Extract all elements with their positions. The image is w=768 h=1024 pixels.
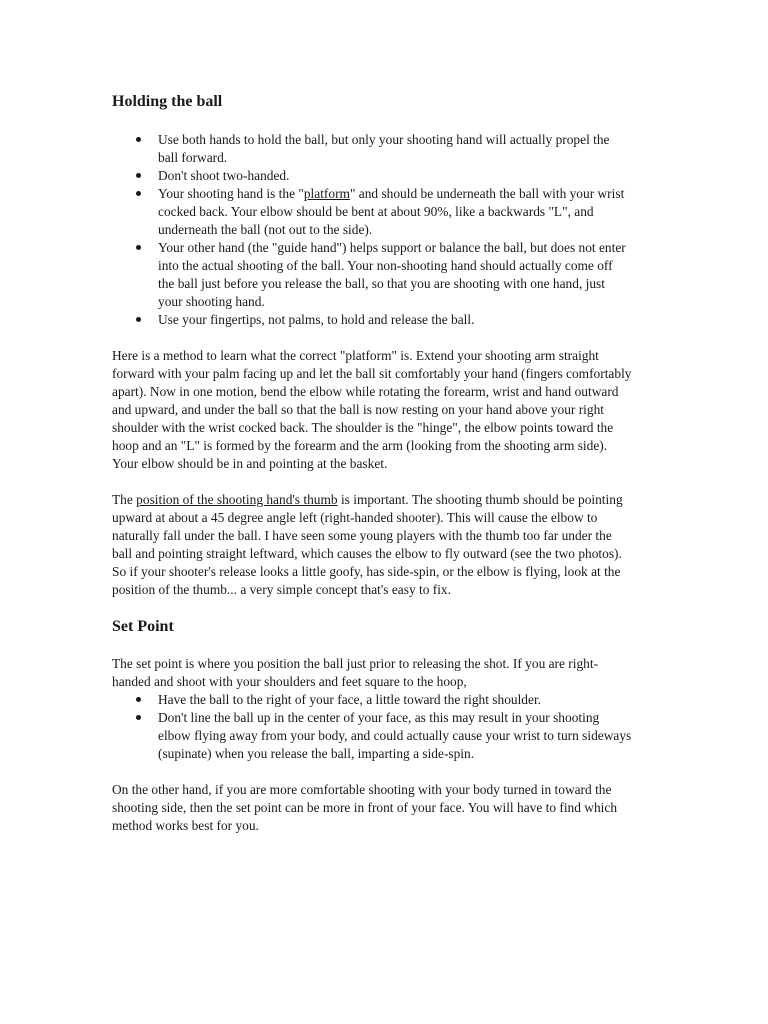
bullet-item (112, 185, 632, 239)
bullet-item: Use your fingertips, not palms, to hold and release the ball. (112, 311, 632, 329)
bullet-text: " and should be underneath the ball with your wrist cocked back. Your elbow should be bent at about 90%, like a backwards "L", and underneath the ball (not out to the side). (158, 186, 625, 237)
set-point-intro-paragraph: The set point is where you position the ball just prior to releasing the shot. If you are right-handed and shoot with your shoulders and feet square to the hoop, (112, 656, 599, 689)
document-page (112, 90, 632, 835)
bullet-item: Don't shoot two-handed. (112, 167, 632, 185)
bullet-item: Don't line the ball up in the center of your face, as this may result in your shooting elbow flying away from your body, and could actually cause your wrist to turn sideways (supinate) when you release the ball, imparting a side-spin. (112, 709, 632, 763)
set-point-closing-paragraph: On the other hand, if you are more comfortable shooting with your body turned in toward the shooting side, then the set point can be more in front of your face. You will have to find which method works best for you. (112, 782, 618, 833)
thumb-position-paragraph (112, 491, 632, 599)
paragraph-text: is important. The shooting thumb should be pointing upward at about a 45 degree angle left (right-handed shooter). This will cause the elbow to naturally fall under the ball. I have seen some young players with the thumb too far under the ball and pointing straight leftward, which causes the elbow to fly outward (see the two photos). So if your shooter's release looks a little goofy, has side-spin, or the elbow is flying, look at the position of the thumb... a very simple concept that's easy to fix. (112, 492, 623, 597)
holding-ball-bullet-list (112, 131, 632, 329)
platform-method-paragraph: Here is a method to learn what the correct "platform" is. Extend your shooting arm straight forward with your palm facing up and let the ball sit comfortably your hand (fingers comfortably apart). Now in one motion, bend the elbow while rotating the forearm, wrist and hand outward and upward, and under the ball so that the ball is now resting on your hand above your right shoulder with the wrist cocked back. The shoulder is the "hinge", the elbow points toward the hoop and an "L" is formed by the forearm and the arm (looking from the shooting arm side). Your elbow should be in and pointing at the basket. (112, 348, 632, 471)
platform-link[interactable]: platform (303, 186, 350, 201)
thumb-position-link[interactable]: position of the shooting hand's thumb (136, 492, 338, 507)
section-heading-holding-the-ball: Holding the ball (112, 93, 223, 110)
paragraph-text: The (112, 492, 137, 507)
set-point-bullet-list (112, 691, 632, 763)
bullet-item: Use both hands to hold the ball, but only your shooting hand will actually propel the ball forward. (112, 131, 632, 167)
bullet-item: Your other hand (the "guide hand") helps support or balance the ball, but does not enter into the actual shooting of the ball. Your non-shooting hand should actually come off the ball just before you release the ball, so that you are shooting with one hand, just your shooting hand. (112, 239, 632, 311)
section-heading-set-point: Set Point (112, 618, 174, 635)
bullet-item: Have the ball to the right of your face, a little toward the right shoulder. (112, 691, 632, 709)
bullet-text: Your shooting hand is the " (158, 186, 304, 201)
